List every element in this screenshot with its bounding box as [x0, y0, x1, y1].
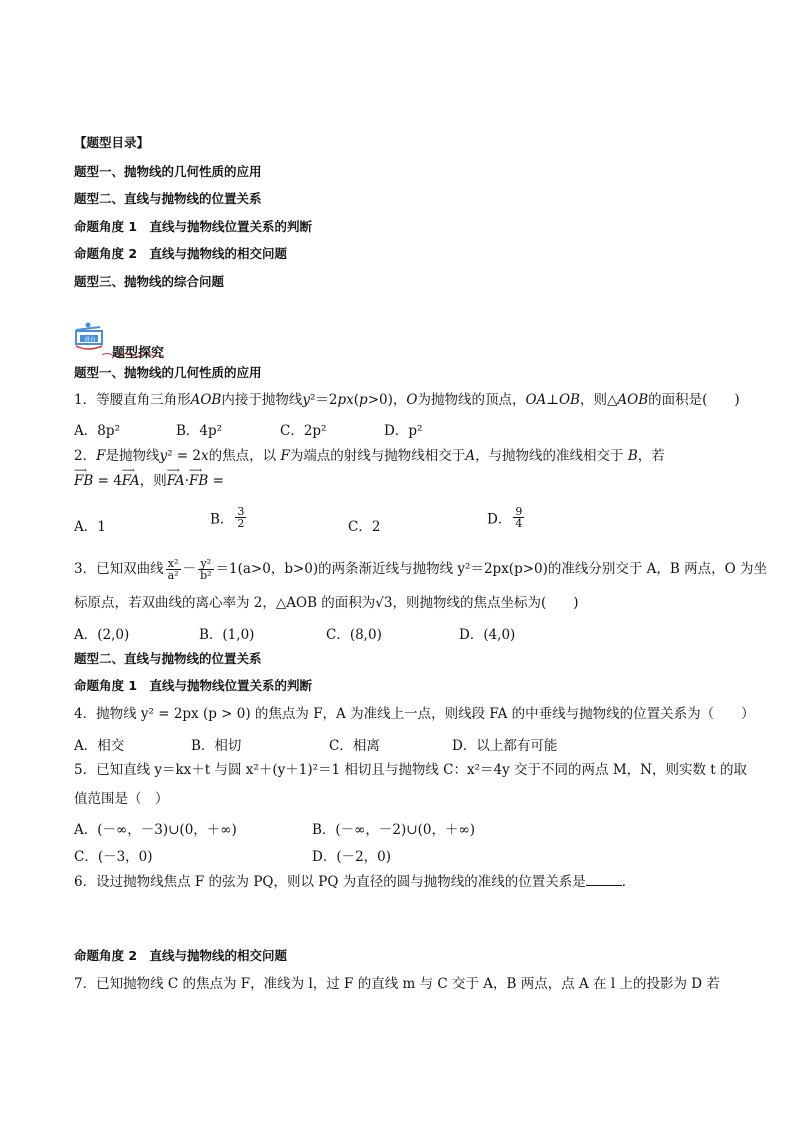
q1-option-c: C．2p² — [280, 423, 327, 439]
question-7: 7．已知抛物线 C 的焦点为 F，准线为 l，过 F 的直线 m 与 C 交于 A，B 两点，点 A 在 l 上的投影为 D 若 — [74, 976, 720, 992]
q2-option-d-label: D． — [487, 511, 512, 528]
q2-text: ² = 2 — [167, 448, 202, 464]
numerator: 9 — [515, 505, 523, 518]
q2-text: = — [208, 473, 224, 489]
q1-text: ，则△ — [579, 392, 618, 408]
vector-fa: ⟶ FA — [122, 472, 140, 490]
question-5-line-2: 值范围是（ ） — [74, 791, 169, 807]
question-2-condition — [74, 472, 224, 490]
q2-text: 是抛物线 — [105, 448, 160, 464]
toc-item-4: 命题角度 2 直线与抛物线的相交问题 — [74, 246, 288, 261]
q4-option-c: C．相离 — [329, 738, 380, 754]
q6-text: 6．设过抛物线焦点 F 的弦为 PQ，则以 PQ 为直径的圆与抛物线的准线的位置关系是 — [74, 874, 586, 890]
fraction — [166, 558, 181, 581]
section-badge — [74, 322, 174, 362]
q2-var: F — [96, 448, 106, 464]
q1-text: >0)， — [367, 392, 407, 408]
q2-text: 为端点的射线与抛物线相交于 — [289, 448, 466, 464]
q1-option-b: B．4p² — [176, 423, 223, 439]
q2-var: x — [201, 448, 209, 464]
toc-item-1: 题型一、抛物线的几何性质的应用 — [74, 164, 262, 179]
toc-item-2: 题型二、直线与抛物线的位置关系 — [74, 191, 262, 206]
q2-text: 的焦点，以 — [208, 448, 277, 464]
q1-var: O — [406, 392, 418, 408]
question-5: 5．已知直线 y＝kx＋t 与圆 x²＋(y＋1)²＝1 相切且与抛物线 C：x²＝4y 交于不同的两点 M，N，则实数 t 的取 — [74, 762, 747, 778]
q1-var: OA — [525, 392, 547, 408]
q2-var: F — [280, 448, 290, 464]
q2-var: B — [627, 448, 638, 464]
q2-text: ，与抛物线的准线相交于 — [475, 448, 624, 464]
q1-var: AOB — [190, 392, 222, 408]
q1-var: AOB — [617, 392, 649, 408]
q1-text: ( — [353, 392, 360, 408]
q5-option-c: C．(－3，0) — [74, 849, 153, 865]
angle-1-heading: 命题角度 1 直线与抛物线位置关系的判断 — [74, 678, 313, 693]
denominator: a² — [167, 569, 179, 582]
q1-text: ⊥ — [546, 392, 559, 408]
q1-text: 1．等腰直角三角形 — [74, 392, 191, 408]
q5-option-b: B．(－∞，－2)∪(0，＋∞) — [312, 822, 475, 838]
denominator: 2 — [237, 517, 245, 530]
q3-option-c: C．(8,0) — [326, 627, 382, 643]
angle-2-heading: 命题角度 2 直线与抛物线的相交问题 — [74, 948, 288, 963]
q5-option-a: A．(－∞，－3)∪(0，＋∞) — [74, 822, 237, 838]
answer-blank[interactable] — [586, 873, 622, 886]
numerator: y² — [198, 558, 213, 570]
q2-text: ，则 — [139, 473, 167, 489]
question-1 — [74, 391, 740, 409]
q3-option-b: B．(1,0) — [199, 627, 255, 643]
denominator: b² — [200, 569, 212, 582]
q2-var: A — [465, 448, 476, 464]
toc-title: 【题型目录】 — [74, 135, 150, 150]
question-2 — [74, 447, 665, 465]
q6-end: ． — [621, 874, 636, 890]
vector-fb: ⟶ FB — [74, 472, 93, 490]
q1-text: 的面积是( ) — [648, 392, 740, 408]
question-3-line-2: 标原点，若双曲线的离心率为 2，△AOB 的面积为√3，则抛物线的焦点坐标为( ) — [74, 595, 579, 611]
q4-option-a: A．相交 — [74, 738, 125, 754]
q5-option-d: D．(－2，0) — [312, 849, 392, 865]
question-3 — [74, 554, 767, 584]
badge-label: 讲台 — [84, 337, 97, 344]
denominator: 4 — [515, 517, 523, 530]
toc-item-5: 题型三、抛物线的综合问题 — [74, 274, 225, 289]
q1-option-d: D．p² — [384, 423, 423, 439]
q3-option-a: A．(2,0) — [74, 627, 130, 643]
q3-text: － — [182, 561, 197, 577]
q2-text: 2． — [74, 448, 97, 464]
fraction — [513, 506, 524, 529]
question-4: 4．抛物线 y² = 2px (p > 0) 的焦点为 F，A 为准线上一点，则线段 FA 的中垂线与抛物线的位置关系为（ ） — [74, 706, 755, 722]
q1-var: p — [359, 392, 368, 408]
badge-title: 题型探究 — [112, 346, 165, 361]
question-6 — [74, 873, 635, 891]
q1-option-a: A．8p² — [74, 423, 120, 439]
q2-text: ，若 — [637, 448, 665, 464]
q1-text: 为抛物线的顶点， — [417, 392, 526, 408]
q2-option-b — [210, 506, 248, 529]
q1-var: px — [337, 392, 354, 408]
q4-option-d: D．以上都有可能 — [452, 738, 558, 754]
section-1-heading: 题型一、抛物线的几何性质的应用 — [74, 365, 262, 380]
q2-option-a: A．1 — [74, 519, 106, 535]
q1-var: OB — [558, 392, 580, 408]
q2-option-b-label: B． — [210, 511, 234, 528]
numerator: x² — [166, 558, 181, 570]
q1-text: ²＝2 — [309, 392, 338, 408]
q2-text: · — [184, 473, 189, 489]
q2-option-d — [487, 506, 526, 529]
q1-var: y — [302, 392, 310, 408]
fraction — [198, 558, 213, 581]
vector-fb: ⟶ FB — [189, 472, 208, 490]
q2-text: = 4 — [93, 473, 122, 489]
fraction — [235, 506, 246, 529]
q4-option-b: B．相切 — [191, 738, 242, 754]
vector-fa: ⟶ FA — [167, 472, 185, 490]
q3-text: ＝1(a>0，b>0)的两条渐近线与抛物线 y²＝2px(p>0)的准线分别交于 A，B 两点，O 为坐 — [215, 561, 767, 577]
numerator: 3 — [237, 505, 245, 518]
q1-text: 内接于抛物线 — [221, 392, 303, 408]
q3-option-d: D．(4,0) — [459, 627, 516, 643]
q2-option-c: C．2 — [348, 519, 381, 535]
q2-var: y — [159, 448, 168, 464]
toc-item-3: 命题角度 1 直线与抛物线位置关系的判断 — [74, 219, 313, 234]
q3-text: 3．已知双曲线 — [74, 561, 164, 577]
section-2-heading: 题型二、直线与抛物线的位置关系 — [74, 651, 262, 666]
